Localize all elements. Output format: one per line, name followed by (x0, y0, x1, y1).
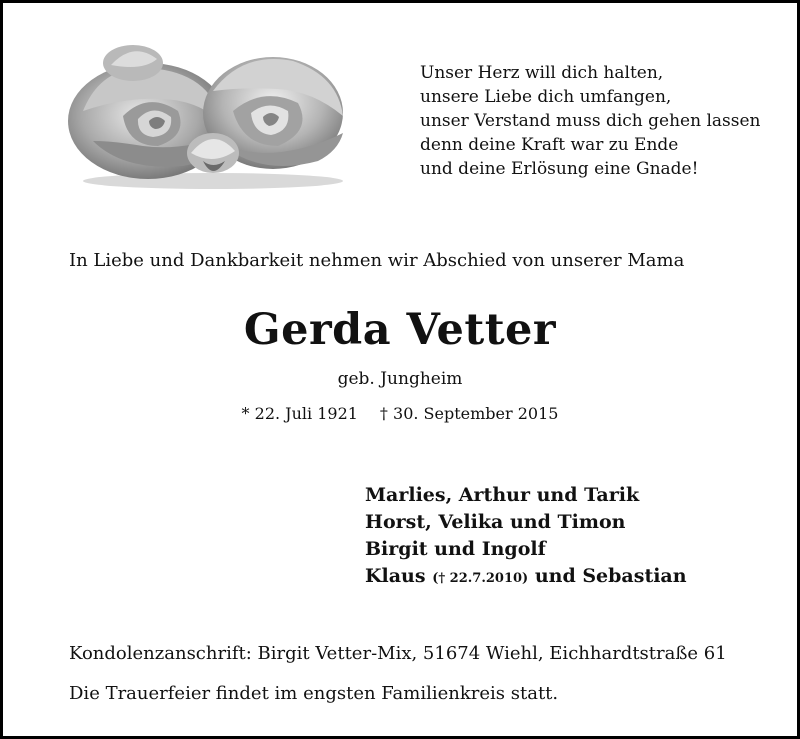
life-dates (3, 404, 797, 423)
mourner-line (365, 563, 687, 592)
poem-line: unser Verstand muss dich gehen lassen (420, 111, 761, 131)
mourner-name: Klaus (365, 565, 426, 587)
condolence-address: Kondolenzanschrift: Birgit Vetter-Mix, 51674 Wiehl, Eichhardtstraße 61 (69, 643, 727, 664)
intro-text: In Liebe und Dankbarkeit nehmen wir Abschied von unserer Mama (69, 250, 685, 271)
roses-image (63, 41, 353, 191)
mourner-line: Birgit und Ingolf (365, 538, 546, 560)
mourner-line: Horst, Velika und Timon (365, 511, 626, 533)
poem (420, 61, 761, 181)
poem-line: denn deine Kraft war zu Ende (420, 135, 679, 155)
deceased-name: Gerda Vetter (243, 305, 557, 355)
poem-line: und deine Erlösung eine Gnade! (420, 159, 699, 179)
mourners-list (365, 482, 687, 592)
death-date: † 30. September 2015 (379, 404, 559, 423)
mourner-line: Marlies, Arthur und Tarik (365, 484, 640, 506)
mourner-death-note: († 22.7.2010) (432, 571, 529, 586)
mourner-name: und Sebastian (534, 565, 687, 587)
birth-date: * 22. Juli 1921 (241, 404, 358, 423)
poem-line: unsere Liebe dich umfangen, (420, 87, 672, 107)
ceremony-note: Die Trauerfeier findet im engsten Familienkreis statt. (69, 683, 559, 704)
birth-name: geb. Jungheim (337, 369, 463, 389)
poem-line: Unser Herz will dich halten, (420, 63, 664, 83)
